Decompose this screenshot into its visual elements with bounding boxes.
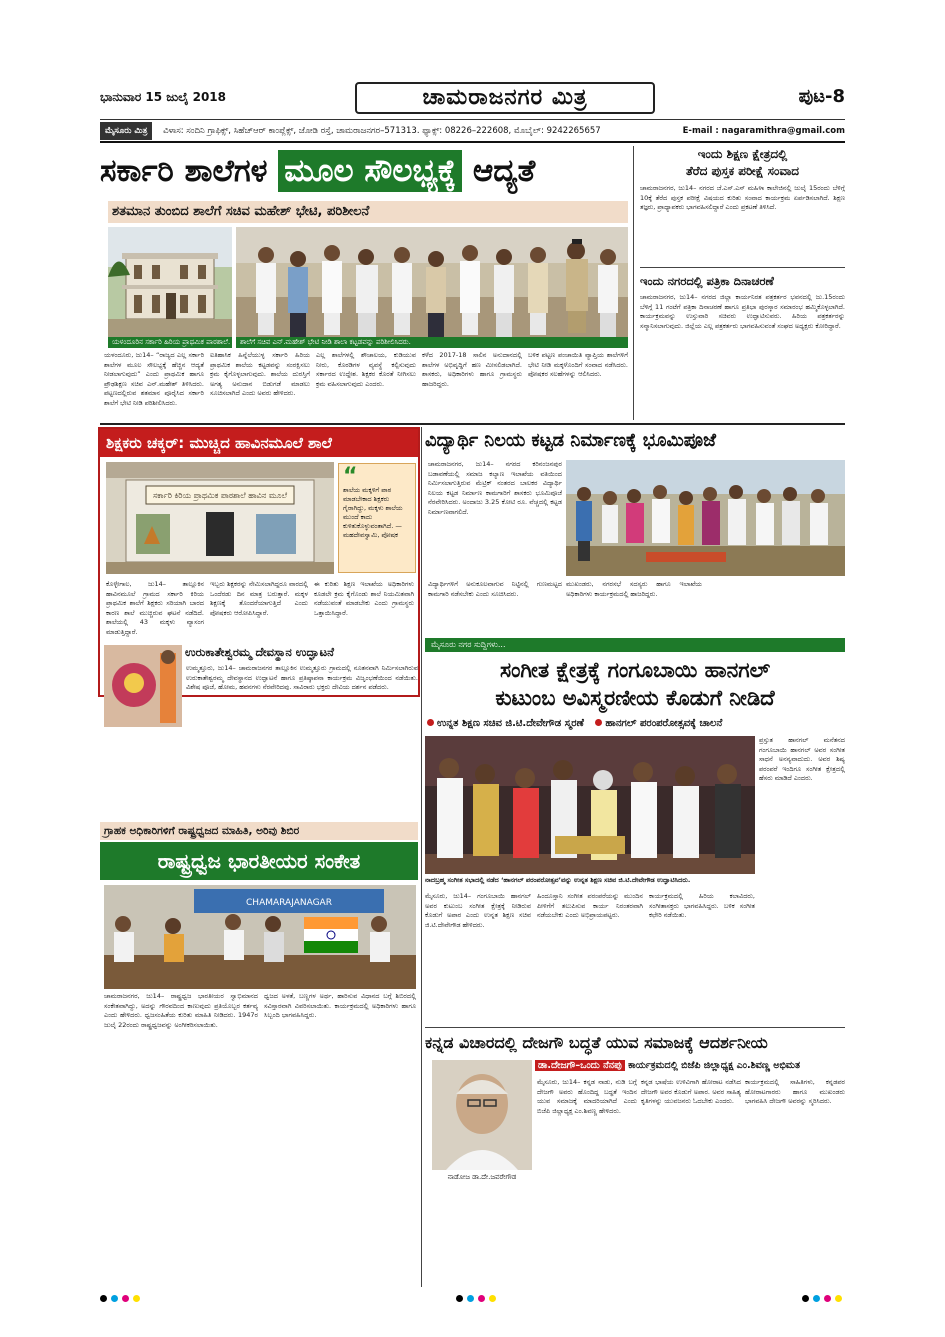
page-number: ಪುಟ-8 <box>798 86 845 107</box>
press-day-body: ಚಾಮರಾಜನಗರ, ಜು14– ನಗರದ ಜಿಲ್ಲಾ ಕಾರ್ಯನಿರತ ಪತ್ರಕರ್ತರ ಭವನದಲ್ಲಿ ಜು.15ರಂದು ಬೆಳಿಗ್ಗೆ 11 ಗಂಟೆಗೆ ಪತ್ರಿಕಾ ದಿನಾಚರಣೆ ಹಾಗೂ ಪ್ರತಿಭಾ ಪುರಸ್ಕಾರ ಸಮಾರಂಭ ಹಮ್ಮಿಕೊಳ್ಳಲಾಗಿದೆ. ಕಾರ್ಯಕ್ರಮವನ್ನು ಉಸ್ತುವಾರಿ ಸಚಿವರು ಉದ್ಘಾಟಿಸುವರು. ಹಿರಿಯ ಪತ್ರಕರ್ತರನ್ನು ಸನ್ಮಾನಿಸಲಾಗುವುದು. ಜಿಲ್ಲೆಯ ಎಲ್ಲ ಪತ್ರಕರ್ತರು ಭಾಗವಹಿಸುವಂತೆ ಸಂಘದ ಅಧ್ಯಕ್ಷರು ಕೋರಿದ್ದಾರೆ. <box>640 293 845 330</box>
section-divider <box>100 423 845 425</box>
music-headline-line1: ಸಂಗೀತ ಕ್ಷೇತ್ರಕ್ಕೆ ಗಂಗೂಬಾಯಿ ಹಾನಗಲ್ <box>499 658 771 682</box>
brand-badge: ಮೈಸೂರು ಮಿತ್ರ <box>100 122 152 140</box>
kannada-body-col0 <box>432 1186 532 1284</box>
schools-body-col3: ಎಲ್ಲ ಶಾಲೆಗಳಲ್ಲಿ ಶೌಚಾಲಯ, ಕುಡಿಯುವ ನೀರು, ಕೊಠಡಿಗಳ ವ್ಯವಸ್ಥೆ ಕಲ್ಪಿಸುವುದು ಸರ್ಕಾರದ ಉದ್ದೇಶ. ಶಿಕ್ಷಕರ ಕೊರತೆ ನೀಗಿಸಲು ಕ್ರಮ ವಹಿಸಲಾಗುವುದು ಎಂದರು. <box>316 351 416 388</box>
music-event-photo <box>425 736 755 874</box>
portrait-caption: ನಾಡೋಜ ಡಾ.ದೇ.ಜವರೇಗೌಡ <box>447 1173 517 1181</box>
address-bar <box>100 122 845 140</box>
mysuru-news-tag: ಮೈಸೂರು ನಗರ ಸುದ್ದಿಗಳು... <box>425 638 845 652</box>
music-subheads <box>425 716 845 732</box>
schools-body-col5: ಬಳಿಕ ಪಟ್ಟಣ ಪಂಚಾಯಿತಿ ವ್ಯಾಪ್ತಿಯ ಶಾಲೆಗಳಿಗೆ ಭೇಟಿ ನೀಡಿ ಮಕ್ಕಳೊಂದಿಗೆ ಸಂವಾದ ನಡೆಸಿದರು. ಪೋಷಕರ ಸಲಹೆಗಳನ್ನು ಆಲಿಸಿದರು. <box>528 351 628 378</box>
column-divider-2 <box>421 427 422 1287</box>
flag-event-photo <box>104 885 416 989</box>
flag-headline: ರಾಷ್ಟ್ರಧ್ವಜ ಭಾರತೀಯರ ಸಂಕೇತ <box>100 842 418 880</box>
teachers-quote-box <box>338 463 416 573</box>
teachers-quote-text: ಶಾಲೆಯ ಮಕ್ಕಳಿಗೆ ಪಾಠ ಮಾಡಬೇಕಾದ ಶಿಕ್ಷಕರು ಗೈರಾಗಿದ್ದು, ಮಕ್ಕಳು ಶಾಲೆಯ ಮುಂದೆ ಕಾದು ಕುಳಿತುಕೊಳ್ಳುವಂತಾಗಿದೆ. —ಮಹದೇವಸ್ವಾಮಿ, ಪೋಷಕ <box>343 486 403 539</box>
kannada-body-col1: ಮೈಸೂರು, ಜು14– ಕನ್ನಡ ನಾಡು, ನುಡಿ ಬಗ್ಗೆ ದೇಜಗೌ ಅವರು ಹೊಂದಿದ್ದ ಬದ್ಧತೆ ಇಂದಿನ ಯುವ ಸಮಾಜಕ್ಕೆ ಮಾದರಿಯಾಗಿದೆ ಎಂದು ಬಿಜೆಪಿ ಜಿಲ್ಲಾಧ್ಯಕ್ಷ ಎಂ.ಶಿವಣ್ಣ ಹೇಳಿದರು. <box>537 1078 637 1115</box>
kannada-subhead <box>535 1058 845 1074</box>
exam-divider <box>640 267 845 268</box>
temple-headline: ಉರುಕಾತೇಶ್ವರಮ್ಮ ದೇವಸ್ಥಾನ ಉದ್ಘಾಟನೆ <box>185 645 334 659</box>
exam-body: ಚಾಮರಾಜನಗರ, ಜು14– ನಗರದ ಜೆ.ಎಸ್.ಎಸ್ ಮಹಿಳಾ ಕಾಲೇಜಿನಲ್ಲಿ ಜುಲೈ 15ರಂದು ಬೆಳಿಗ್ಗೆ 10ಕ್ಕೆ ತೆರೆದ ಪುಸ್ತಕ ಪರೀಕ್ಷೆ ವಿಷಯದ ಕುರಿತು ಸಂವಾದ ಕಾರ್ಯಕ್ರಮ ಏರ್ಪಡಿಸಲಾಗಿದೆ. ಶಿಕ್ಷಣ ತಜ್ಞರು, ಪ್ರಾಧ್ಯಾಪಕರು ಭಾಗವಹಿಸಲಿದ್ದಾರೆ ಎಂದು ಪ್ರಕಟಣೆ ತಿಳಿಸಿದೆ. <box>640 184 845 211</box>
bullet-icon <box>595 719 602 726</box>
closed-school-photo <box>106 462 334 574</box>
hostel-body-col1: ಚಾಮರಾಜನಗರ, ಜು14– ನಗರದ ಕರಿನಂಜನಪುರ ಬಡಾವಣೆಯಲ್ಲಿ ಸಮಾಜ ಕಲ್ಯಾಣ ಇಲಾಖೆಯ ವತಿಯಿಂದ ನಿರ್ಮಿಸಲಾಗುತ್ತಿರುವ ಮೆಟ್ರಿಕ್ ನಂತರದ ಬಾಲಕರ ವಿದ್ಯಾರ್ಥಿ ನಿಲಯ ಕಟ್ಟಡ ನಿರ್ಮಾಣ ಕಾಮಗಾರಿಗೆ ಶಾಸಕರು ಭೂಮಿಪೂಜೆ ನೆರವೇರಿಸಿದರು. ಅಂದಾಜು 3.25 ಕೋಟಿ ರೂ. ವೆಚ್ಚದಲ್ಲಿ ಕಟ್ಟಡ ನಿರ್ಮಾಣವಾಗಲಿದೆ. <box>428 460 562 516</box>
music-headline <box>425 656 845 712</box>
dejagou-portrait <box>432 1060 532 1170</box>
music-photo-caption: ನಾದಬ್ರಹ್ಮ ಸಂಗೀತ ಸಭಾದಲ್ಲಿ ನಡೆದ ‘ಹಾನಗಲ್ ಪರಂಪರೋತ್ಸವ’ವನ್ನು ಉನ್ನತ ಶಿಕ್ಷಣ ಸಚಿವ ಜಿ.ಟಿ.ದೇವೇಗೌಡ ಉದ್ಘಾಟಿಸಿದರು. <box>425 876 691 884</box>
quote-mark-icon: “ <box>343 464 358 489</box>
exam-headline-line1: ಇಂದು ಶಿಕ್ಷಣ ಕ್ಷೇತ್ರದಲ್ಲಿ <box>697 147 788 161</box>
minister-visit-photo <box>236 227 628 337</box>
schools-body-col2: ಐತಿಹಾಸಿಕ ಹಿನ್ನೆಲೆಯುಳ್ಳ ಸರ್ಕಾರಿ ಹಿರಿಯ ಪ್ರಾಥಮಿಕ ಶಾಲೆಯ ಕಟ್ಟಡವನ್ನು ಸಂರಕ್ಷಿಸಲು ಕ್ರಮ ಕೈಗೊಳ್ಳಲಾಗುವುದು. ಶಾಲೆಯ ದುರಸ್ತಿಗೆ ಅಗತ್ಯ ಅನುದಾನ ಬಿಡುಗಡೆ ಮಾಡಲು ಸೂಚಿಸಲಾಗಿದೆ ಎಂದು ಅವರು ಹೇಳಿದರು. <box>210 351 310 397</box>
masthead-divider <box>100 119 845 120</box>
temple-deity-photo <box>104 645 182 727</box>
school-sign-text: ಸರ್ಕಾರಿ ಕಿರಿಯ ಪ್ರಾಥಮಿಕ ಪಾಠಶಾಲೆ ಹಾವಿನ ಮೂಲೆ <box>152 491 288 500</box>
flag-body-col1: ಚಾಮರಾಜನಗರ, ಜು14– ರಾಷ್ಟ್ರಧ್ವಜ ಭಾರತೀಯರ ಸ್ವಾಭಿಮಾನದ ಸಂಕೇತವಾಗಿದ್ದು, ಅದನ್ನು ಗೌರವದಿಂದ ಕಾಣುವುದು ಪ್ರತಿಯೊಬ್ಬರ ಕರ್ತವ್ಯ ಎಂದು ಹೇಳಿದರು. ಧ್ವಜಸಂಹಿತೆಯ ಕುರಿತು ಮಾಹಿತಿ ನೀಡಿದರು. 1947ರ ಜುಲೈ 22ರಂದು ರಾಷ್ಟ್ರಧ್ವಜವನ್ನು ಅಂಗೀಕರಿಸಲಾಯಿತು. <box>104 992 258 1029</box>
flag-body-col2: ಧ್ವಜದ ಅಳತೆ, ಬಣ್ಣಗಳ ಅರ್ಥ, ಹಾರಿಸುವ ವಿಧಾನದ ಬಗ್ಗೆ ಶಿಬಿರದಲ್ಲಿ ಸವಿಸ್ತಾರವಾಗಿ ವಿವರಿಸಲಾಯಿತು. ಕಾರ್ಯಕ್ರಮದಲ್ಲಿ ಅಧಿಕಾರಿಗಳು ಹಾಗೂ ಸಿಬ್ಬಂದಿ ಭಾಗವಹಿಸಿದ್ದರು. <box>264 992 416 1019</box>
newspaper-title: ಚಾಮರಾಜನಗರ ಮಿತ್ರ <box>355 82 655 114</box>
schools-body-col4: ಕಳೆದ 2017-18 ಸಾಲಿನ ಅನುದಾನದಲ್ಲಿ ಶಾಲೆಗಳ ಅಭಿವೃದ್ಧಿಗೆ ಹಣ ಮೀಸಲಿಡಲಾಗಿದೆ. ಶಾಸಕರು, ಅಧಿಕಾರಿಗಳು ಹಾಗೂ ಗ್ರಾಮಸ್ಥರು ಹಾಜರಿದ್ದರು. <box>422 351 522 388</box>
kannada-divider <box>425 1027 845 1028</box>
address-text: ವಿಳಾಸ: ಸಂದಿನಿ ಗ್ರಾಫಿಕ್ಸ್, ಸಿಹೆಚ್‌ಆರ್ ಕಾಂಪ್ಲೆಕ್ಸ್, ಜೋಡಿ ರಸ್ತೆ, ಚಾಮರಾಜನಗರ–571313. ಫ್ಯಾಕ್ಸ್: 08226–222608, ಮೊಬೈಲ್: 9242265657 <box>163 126 601 136</box>
schools-headline-part1: ಸರ್ಕಾರಿ ಶಾಲೆಗಳ <box>100 153 268 189</box>
exam-headline-line2: ತೆರೆದ ಪುಸ್ತಕ ಪರೀಕ್ಷೆ ಸಂವಾದ <box>685 164 800 178</box>
registration-marks-left <box>100 1295 140 1302</box>
kannada-headline: ಕನ್ನಡ ವಿಚಾರದಲ್ಲಿ ದೇಜಗೌ ಬದ್ಧತೆ ಯುವ ಸಮಾಜಕ್ಕೆ ಆದರ್ಶನೀಯ <box>425 1033 768 1052</box>
teachers-headline: ಶಿಕ್ಷಕರು ಚಕ್ಕರ್: ಮುಚ್ಚಿದ ಹಾವಿನಮೂಲೆ ಶಾಲೆ <box>100 429 418 457</box>
music-headline-line2: ಕುಟುಂಬ ಅವಿಸ್ಮರಣೀಯ ಕೊಡುಗೆ ನೀಡಿದೆ <box>495 686 775 710</box>
music-subhead1: ಉನ್ನತ ಶಿಕ್ಷಣ ಸಚಿವ ಜಿ.ಟಿ.ದೇವೇಗೌಡ ಸ್ಮರಣೆ <box>437 718 584 729</box>
column-divider <box>633 146 634 420</box>
teachers-body-col1: ಕೊಳ್ಳೇಗಾಲ, ಜು14– ತಾಲ್ಲೂಕಿನ ಹಾವಿನಮೂಲೆ ಗ್ರಾಮದ ಸರ್ಕಾರಿ ಕಿರಿಯ ಪ್ರಾಥಮಿಕ ಶಾಲೆಗೆ ಶಿಕ್ಷಕರು ಸರಿಯಾಗಿ ಬಾರದ ಕಾರಣ ಶಾಲೆ ಮುಚ್ಚಿರುವ ಘಟನೆ ನಡೆದಿದೆ. ಶಾಲೆಯಲ್ಲಿ 43 ಮಕ್ಕಳು ವ್ಯಾಸಂಗ ಮಾಡುತ್ತಿದ್ದಾರೆ. <box>106 580 204 636</box>
music-subhead2: ಹಾನಗಲ್ ಪರಂಪರೋತ್ಸವಕ್ಕೆ ಚಾಲನೆ <box>605 718 723 729</box>
schools-subhead: ಶತಮಾನ ತುಂಬಿದ ಶಾಲೆಗೆ ಸಚಿವ ಮಹೇಶ್ ಭೇಟಿ, ಪರಿಶೀಲನೆ <box>108 201 628 223</box>
bullet-icon <box>427 719 434 726</box>
address-divider <box>100 141 845 143</box>
email-text: E-mail : nagaramithra@gmail.com <box>682 126 845 136</box>
schools-headline-highlight: ಮೂಲ ಸೌಲಭ್ಯಕ್ಕೆ <box>278 150 462 192</box>
temple-body: ಉಮ್ಮತ್ತೂರು, ಜು14– ಚಾಮರಾಜನಗರ ತಾಲ್ಲೂಕಿನ ಉಮ್ಮತ್ತೂರು ಗ್ರಾಮದಲ್ಲಿ ನೂತನವಾಗಿ ನಿರ್ಮಿಸಲಾಗಿರುವ ಉರುಕಾತೇಶ್ವರಮ್ಮ ದೇವಸ್ಥಾನದ ಉದ್ಘಾಟನೆ ಹಾಗೂ ಪ್ರತಿಷ್ಠಾಪನಾ ಕಾರ್ಯಕ್ರಮ ವಿಜೃಂಭಣೆಯಿಂದ ನಡೆಯಿತು. ವಿಶೇಷ ಪೂಜೆ, ಹೋಮ, ಹವನಗಳು ನೆರವೇರಿದವು. ಸಾವಿರಾರು ಭಕ್ತರು ದೇವಿಯ ದರ್ಶನ ಪಡೆದರು. <box>186 664 418 691</box>
minister-photo-caption: ಶಾಲೆಗೆ ಸಚಿವ ಎನ್.ಮಹೇಶ್ ಭೇಟಿ ನೀಡಿ ಶಾಲಾ ಕಟ್ಟಡವನ್ನು ಪರಿಶೀಲಿಸಿದರು. <box>236 337 628 348</box>
school-photo-caption: ಯಳಂದೂರಿನ ಸರ್ಕಾರಿ ಹಿರಿಯ ಪ್ರಾಥಮಿಕ ಪಾಠಶಾಲೆ. <box>108 337 232 348</box>
teachers-body-col2: ಇಬ್ಬರು ಶಿಕ್ಷಕರನ್ನು ನೇಮಿಸಲಾಗಿದ್ದರೂ ವಾರದಲ್ಲಿ ಒಂದೆರಡು ದಿನ ಮಾತ್ರ ಬರುತ್ತಾರೆ. ಮಕ್ಕಳ ಶಿಕ್ಷಣಕ್ಕೆ ತೊಂದರೆಯಾಗುತ್ತಿದೆ ಎಂದು ಪೋಷಕರು ಆರೋಪಿಸಿದ್ದಾರೆ. <box>210 580 308 617</box>
hostel-body-col3b <box>706 580 845 632</box>
kannada-body-col3: ಕಾರ್ಯಕ್ರಮದಲ್ಲಿ ಸಾಹಿತಿಗಳು, ಕನ್ನಡಪರ ಹೋರಾಟಗಾರರು ಹಾಗೂ ಮುಖಂಡರು ಭಾಗವಹಿಸಿ ದೇಜಗೌ ಅವರನ್ನು ಸ್ಮರಿಸಿದರು. <box>745 1078 845 1105</box>
music-body-col1: ಮೈಸೂರು, ಜು14– ಗಂಗೂಬಾಯಿ ಹಾನಗಲ್ ಅವರ ಕುಟುಂಬ ಸಂಗೀತ ಕ್ಷೇತ್ರಕ್ಕೆ ನೀಡಿರುವ ಕೊಡುಗೆ ಅಪಾರ ಎಂದು ಉನ್ನತ ಶಿಕ್ಷಣ ಸಚಿವ ಜಿ.ಟಿ.ದೇವೇಗೌಡ ಹೇಳಿದರು. <box>425 892 531 929</box>
press-day-headline: ಇಂದು ನಗರದಲ್ಲಿ ಪತ್ರಿಕಾ ದಿನಾಚರಣೆ <box>640 274 774 288</box>
music-body-col2: ಹಿಂದೂಸ್ತಾನಿ ಸಂಗೀತ ಪರಂಪರೆಯನ್ನು ಮುಂದಿನ ಪೀಳಿಗೆಗೆ ತಲುಪಿಸುವ ಕಾರ್ಯ ನಿರಂತರವಾಗಿ ನಡೆಯಬೇಕು ಎಂದು ಅಭಿಪ್ರಾಯಪಟ್ಟರು. <box>537 892 643 919</box>
kannada-subhead-highlight: ಡಾ.ದೇಜಗೌ–ಒಂದು ನೆನಪು <box>535 1060 625 1071</box>
school-building-photo <box>108 227 232 337</box>
kannada-body-col2: ಕನ್ನಡ ಭಾಷೆಯ ಉಳಿವಿಗಾಗಿ ಹೋರಾಟ ನಡೆಸಿದ ದೇಜಗೌ ಅವರ ಕೊಡುಗೆ ಅಪಾರ. ಅವರ ಸಾಹಿತ್ಯ ಕೃತಿಗಳನ್ನು ಯುವಜನರು ಓದಬೇಕು ಎಂದರು. <box>641 1078 741 1105</box>
registration-marks-right <box>802 1295 842 1302</box>
music-body-col3: ಕಾರ್ಯಕ್ರಮದಲ್ಲಿ ಹಿರಿಯ ಕಲಾವಿದರು, ಸಂಗೀತಾಸಕ್ತರು ಭಾಗವಹಿಸಿದ್ದರು. ಬಳಿಕ ಸಂಗೀತ ಕಛೇರಿ ನಡೆಯಿತು. <box>649 892 755 919</box>
schools-headline-part2: ಆದ್ಯತೆ <box>472 153 536 189</box>
teachers-body-col3: ಈ ಕುರಿತು ಶಿಕ್ಷಣ ಇಲಾಖೆಯ ಅಧಿಕಾರಿಗಳು ಕೂಡಲೇ ಕ್ರಮ ಕೈಗೊಂಡು ಶಾಲೆ ನಿಯಮಿತವಾಗಿ ನಡೆಯುವಂತೆ ಮಾಡಬೇಕು ಎಂದು ಗ್ರಾಮಸ್ಥರು ಒತ್ತಾಯಿಸಿದ್ದಾರೆ. <box>314 580 414 617</box>
masthead <box>100 82 845 116</box>
hostel-body-col3: ಮುಖಂಡರು, ನಗರಸಭೆ ಸದಸ್ಯರು ಹಾಗೂ ಇಲಾಖೆಯ ಅಧಿಕಾರಿಗಳು ಕಾರ್ಯಕ್ರಮದಲ್ಲಿ ಹಾಜರಿದ್ದರು. <box>566 580 702 598</box>
banner-text: CHAMARAJANAGAR <box>246 898 332 908</box>
hostel-headline: ವಿದ್ಯಾರ್ಥಿ ನಿಲಯ ಕಟ್ಟಡ ನಿರ್ಮಾಣಕ್ಕೆ ಭೂಮಿಪೂಜೆ <box>425 430 716 451</box>
issue-date: ಭಾನುವಾರ 15 ಜುಲೈ 2018 <box>100 90 226 104</box>
kannada-subhead-rest: ಕಾರ್ಯಕ್ರಮದಲ್ಲಿ ಬಿಜೆಪಿ ಜಿಲ್ಲಾಧ್ಯಕ್ಷ ಎಂ.ಶಿವಣ್ಣ ಅಭಿಮತ <box>628 1060 800 1071</box>
exam-headline <box>640 146 845 180</box>
flag-kicker: ಗ್ರಾಹಕ ಅಧಿಕಾರಿಗಳಿಗೆ ರಾಷ್ಟ್ರಧ್ವಜದ ಮಾಹಿತಿ, ಅರಿವು ಶಿಬಿರ <box>100 822 418 840</box>
hostel-body-col2: ವಿದ್ಯಾರ್ಥಿಗಳಿಗೆ ಅನುಕೂಲವಾಗುವ ನಿಟ್ಟಿನಲ್ಲಿ ಗುಣಮಟ್ಟದ ಕಾಮಗಾರಿ ನಡೆಸಬೇಕು ಎಂದು ಸೂಚಿಸಿದರು. <box>428 580 562 598</box>
schools-body-col1: ಯಳಂದೂರು, ಜು14– “ರಾಜ್ಯದ ಎಲ್ಲ ಸರ್ಕಾರಿ ಶಾಲೆಗಳ ಮೂಲ ಸೌಲಭ್ಯಕ್ಕೆ ಹೆಚ್ಚಿನ ಆದ್ಯತೆ ನೀಡಲಾಗುವುದು” ಎಂದು ಪ್ರಾಥಮಿಕ ಹಾಗೂ ಪ್ರೌಢಶಿಕ್ಷಣ ಸಚಿವ ಎನ್.ಮಹೇಶ್ ತಿಳಿಸಿದರು. ಪಟ್ಟಣದಲ್ಲಿರುವ ಶತಮಾನ ಪೂರೈಸಿದ ಸರ್ಕಾರಿ ಶಾಲೆಗೆ ಭೇಟಿ ನೀಡಿ ಪರಿಶೀಲಿಸಿದರು. <box>104 351 204 407</box>
schools-headline <box>100 146 630 196</box>
music-body-side: ಪ್ರಸ್ತುತ ಹಾನಗಲ್ ಮನೆತನದ ಗಂಗೂಬಾಯಿ ಹಾನಗಲ್ ಅವರ ಸಂಗೀತ ಸಾಧನೆ ಅನನ್ಯವಾದುದು. ಅವರ ಶಿಷ್ಯ ಪರಂಪರೆ ಇಂದಿಗೂ ಸಂಗೀತ ಕ್ಷೇತ್ರದಲ್ಲಿ ಹೆಸರು ಮಾಡಿದೆ ಎಂದರು. <box>759 736 845 782</box>
registration-marks-center <box>456 1295 496 1302</box>
ground-breaking-photo <box>566 460 845 576</box>
